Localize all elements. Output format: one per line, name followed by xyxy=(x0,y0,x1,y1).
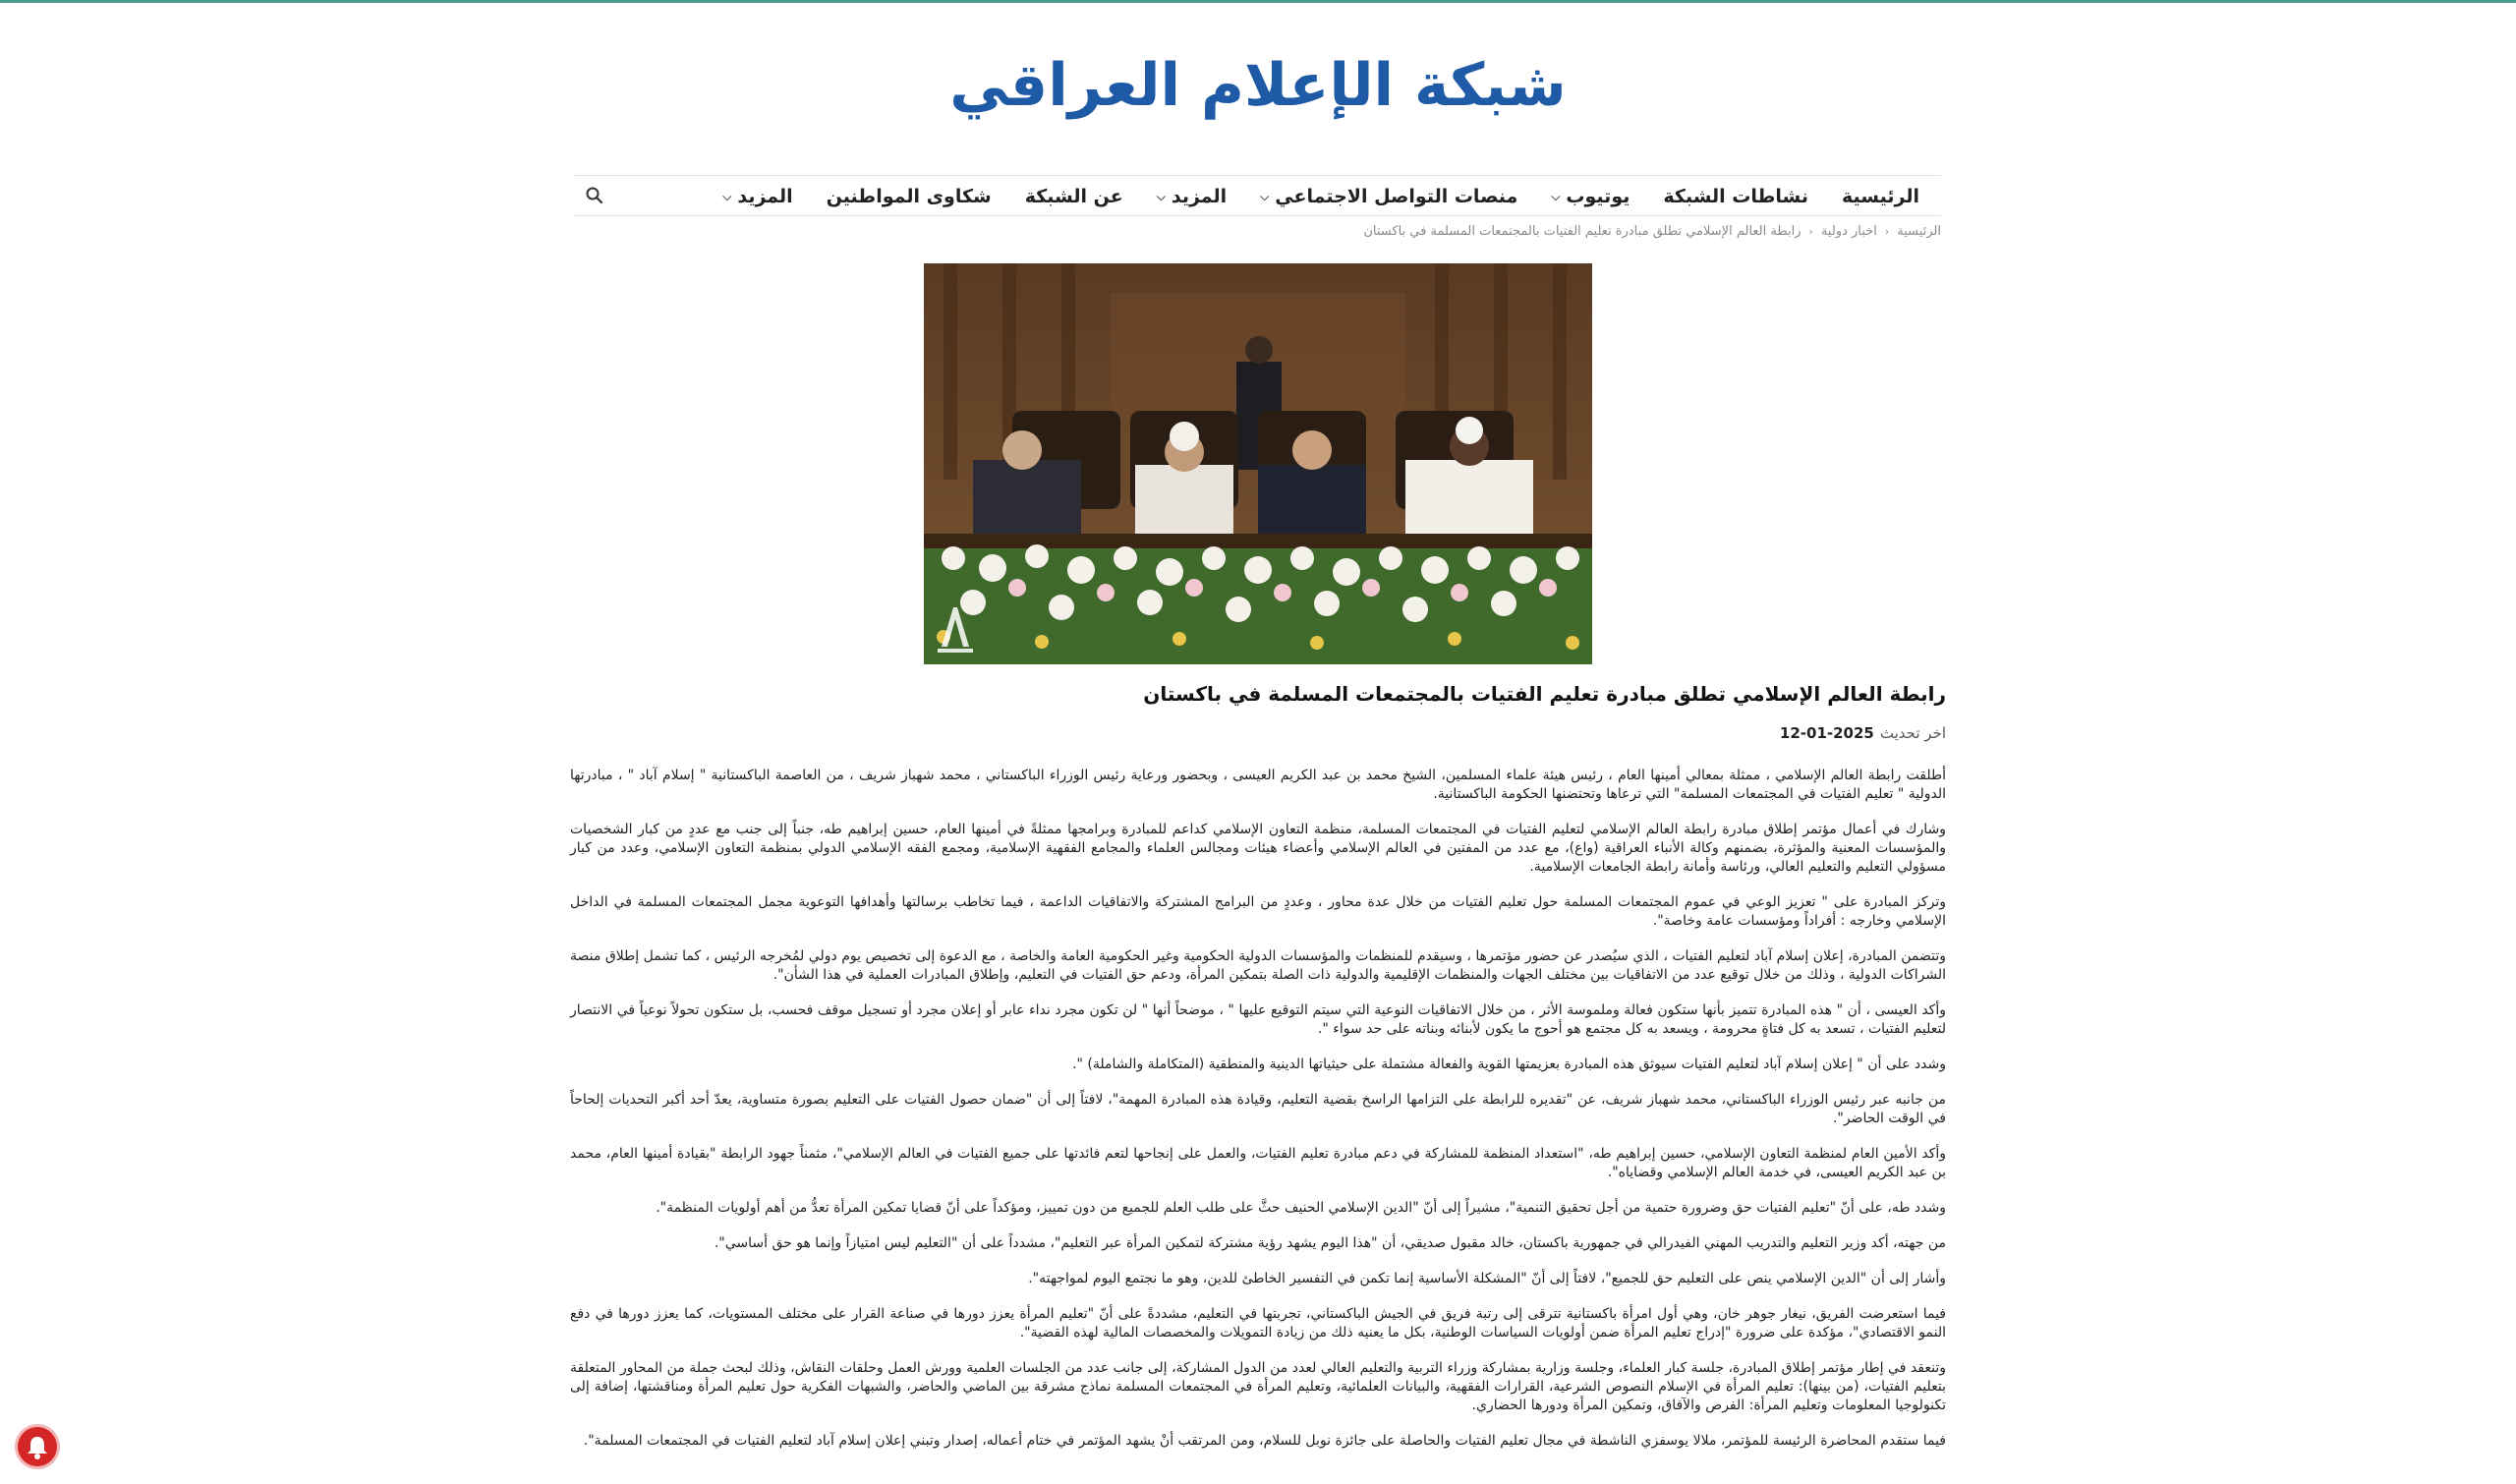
nav-item-more-2[interactable] xyxy=(722,186,792,207)
breadcrumb xyxy=(1363,224,1941,239)
article-paragraph: من جانبه عبر رئيس الوزراء الباكستاني، محمد شهباز شريف، عن "تقديره للرابطة على التزامها الراسخ بقضية التعليم، وقيادة هذه المبادرة المهمة"، لافتاً إلى أن "ضمان حصول الفتيات على التعليم بصورة متساوية، يعدّ أحد أكبر التحديات إلحاحاً في الوقت الحاضر". xyxy=(570,1092,1946,1126)
main-navigation xyxy=(573,175,1941,216)
article-title: رابطة العالم الإسلامي تطلق مبادرة تعليم الفتيات بالمجتمعات المسلمة في باكستان xyxy=(1143,682,1946,706)
article-paragraph: وشدد طه، على أنّ "تعليم الفتيات حق وضرورة حتمية من أجل تحقيق التنمية"، مشيراً إلى أنّ "الدين الإسلامي الحنيف حثَّ على طلب العلم للجميع من دون تمييز، ومؤكداً على أنّ قضايا تمكين المرأة تعدُّ من أهم أولويات المنظمة". xyxy=(656,1200,1946,1216)
nav-item-youtube[interactable] xyxy=(1551,186,1630,207)
site-logo[interactable] xyxy=(0,51,2516,120)
article-paragraph: أطلقت رابطة العالم الإسلامي ، ممثلة بمعالي أمينها العام ، رئيس هيئة علماء المسلمين، الشيخ محمد بن عبد الكريم العيسى ، وبحضور ورعاية رئيس الوزراء الباكستاني ، محمد شهباز شريف ، من العاصمة الباكستانية " إسلام آباد " ، مبادرتها الدولية " تعليم الفتيات في المجتمعات المسلمة" التي ترعاها وتحتضنها الحكومة الباكستانية. xyxy=(570,768,1946,802)
nav-item-label: عن الشبكة xyxy=(1024,186,1123,207)
updated-date: 2025-01-12 xyxy=(1779,724,1874,742)
article-paragraph: من جهته، أكد وزير التعليم والتدريب المهني الفيدرالي في جمهورية باكستان، خالد مقبول صديقي، أن "هذا اليوم يشهد رؤية مشتركة لتمكين المرأة عبر التعليم"، مشدداً على أن "التعليم ليس امتيازاً وإنما هو حق أساسي". xyxy=(714,1235,1946,1251)
nav-item-label: يوتيوب xyxy=(1566,186,1630,207)
chevron-left-icon: ‹ xyxy=(1808,225,1813,238)
nav-item-network-activities[interactable] xyxy=(1663,186,1808,207)
nav-item-label: الرئيسية xyxy=(1842,186,1919,207)
nav-menu xyxy=(722,176,1919,217)
article-paragraph: وأكد الأمين العام لمنظمة التعاون الإسلامي، حسين إبراهيم طه، "استعداد المنظمة للمشاركة في دعم مبادرة تعليم الفتيات، والعمل على إنجاحها لتعم فائدتها على جميع الفتيات في العالم الإسلامي"، مثمناً جهود الرابطة "بقيادة أمينها العام، محمد بن عبد الكريم العيسى، في خدمة العالم الإسلامي وقضاياه". xyxy=(570,1146,1946,1180)
article-paragraph: وشارك في أعمال مؤتمر إطلاق مبادرة رابطة العالم الإسلامي لتعليم الفتيات في المجتمعات المسلمة، منظمة التعاون الإسلامي كداعم للمبادرة وبرامجها ممثلةً في أمينها العام، حسين إبراهيم طه، جنباً إلى جنب مع عددٍ من كبار الشخصيات والمؤسسات المعنية والمؤثرة، بضمنهم وكالة الأنباء العراقية (واع)، مع عدد من المفتين في العالم الإسلامي وأعضاء هيئات ومجالس العلماء والمجامع الفقهية الإسلامية، ومجمع الفقه الإسلامي الدولي بمنظمة التعاون الإسلامي، وعدد من كبار مسؤولي التعليم والتعليم العالي، ورئاسة وأمانة رابطة الجامعات الإسلامية. xyxy=(570,822,1946,875)
chevron-down-icon: ⌵ xyxy=(1156,189,1166,203)
article-paragraph: وشدد على أن " إعلان إسلام آباد لتعليم الفتيات سيوثق هذه المبادرة بعزيمتها القوية والفعالة مشتملة على حيثياتها الدينية والمنطقية (المتكاملة والشاملة) ". xyxy=(1072,1056,1946,1072)
breadcrumb-current: رابطة العالم الإسلامي تطلق مبادرة تعليم الفتيات بالمجتمعات المسلمة في باكستان xyxy=(1363,224,1801,239)
article-paragraph: وتتضمن المبادرة، إعلان إسلام آباد لتعليم الفتيات ، الذي سيُصدر عن حضور مؤتمرها ، وسيقدم للمنظمات والمؤسسات الدولية الحكومية وغير الحكومية العامة والخاصة ، مع الدعوة إلى تخصيص يوم دولي لمُخرجه الرئيس ، كما تشمل إطلاق منصة الشراكات الدولية ، وذلك من خلال توقيع عدد من الاتفاقيات بين مختلف الجهات والمنظمات الإقليمية والدولية ذات الصلة بتمكين المرأة، ودعم حق الفتيات في التعليم، وإطلاق المبادرات العملية في هذا الشأن". xyxy=(570,948,1946,983)
article-paragraph: وتنعقد في إطار مؤتمر إطلاق المبادرة، جلسة كبار العلماء، وجلسة وزارية بمشاركة وزراء التربية والتعليم العالي لعدد من الدول المشاركة، إلى جانب عدد من الجلسات العلمية وورش العمل وحلقات النقاش، وذلك لبحث جملة من المحاور المتعلقة بتعليم الفتيات، (من بينها): تعليم المرأة في الإسلام النصوص الشرعية، القرارات الفقهية، والبيانات العلمائية، وتعليم المرأة في المجتمعات المسلمة نماذج مشرقة بين الماضي والحاضر، والشبهات الفكرية حول تعليم المرأة ومناقشتها، إضافة إلى تكنولوجيا المعلومات وتعليم المرأة: الفرص والآفاق، وتمكين المرأة ودورها الحضاري. xyxy=(570,1360,1946,1413)
article-paragraph: فيما ستقدم المحاضرة الرئيسة للمؤتمر، ملالا يوسفزي الناشطة في مجال تعليم الفتيات والحاصلة على جائزة نوبل للسلام، ومن المرتقب أنْ يشهد المؤتمر في ختام أعماله، إصدار وتبني إعلان إسلام آباد لتعليم الفتيات في المجتمعات المسلمة". xyxy=(583,1433,1946,1449)
chevron-down-icon: ⌵ xyxy=(722,189,732,203)
nav-item-citizen-complaints[interactable] xyxy=(827,186,992,207)
nav-item-label: منصات التواصل الاجتماعي xyxy=(1275,186,1518,207)
article-body xyxy=(570,767,1946,1467)
breadcrumb-section[interactable]: اخبار دولية xyxy=(1820,224,1877,239)
nav-item-home[interactable] xyxy=(1842,186,1919,207)
article-paragraph: وأشار إلى أن "الدين الإسلامي ينص على التعليم حق للجميع"، لافتاً إلى أنّ "المشكلة الأساسية إنما تكمن في التفسير الخاطئ للدين، وهو ما نجتمع اليوم لمواجهته". xyxy=(1028,1271,1946,1286)
chevron-down-icon: ⌵ xyxy=(1260,189,1270,203)
nav-item-about[interactable] xyxy=(1025,186,1123,207)
conference-photo xyxy=(924,263,1592,664)
nav-item-label: المزيد xyxy=(1171,186,1228,207)
search-icon[interactable] xyxy=(585,186,604,205)
article-paragraph: وأكد العيسى ، أن " هذه المبادرة تتميز بأنها ستكون فعالة وملموسة الأثر ، من خلال الاتفاقيات النوعية التي سيتم التوقيع عليها " ، موضحاً أنها " لن تكون مجرد نداء عابر أو إعلان مجرد أو تسجيل موقف فحسب، بل ستكون تحولاً نوعياً في الانتصار لتعليم الفتيات ، تسعد به كل فتاةٍ محرومة ، ويسعد به كل مجتمع هو أحوج ما يكون لأبنائه وبناته على حد سواء ". xyxy=(570,1002,1946,1037)
article-paragraph: وتركز المبادرة على " تعزيز الوعي في عموم المجتمعات المسلمة حول تعليم الفتيات من خلال عدة محاور ، وعددٍ من البرامج المشتركة والاتفاقيات الداعمة ، فيما تخاطب برسالتها وأهدافها التوعوية مجمل المجتمعات المسلمة في الداخل الإسلامي وخارجه : أفراداً ومؤسسات عامة وخاصة". xyxy=(570,894,1946,929)
nav-item-label: نشاطات الشبكة xyxy=(1663,186,1809,207)
nav-item-social-platforms[interactable] xyxy=(1260,186,1517,207)
nav-item-label: المزيد xyxy=(737,186,793,207)
notification-bell-button[interactable] xyxy=(18,1427,57,1466)
article-paragraph: فيما استعرضت الفريق، نيغار جوهر خان، وهي أول امرأة باكستانية تترقى إلى رتبة فريق في الجيش الباكستاني، تجربتها في التعليم، مشددةً على أنّ "تعليم المرأة يعزز دورها في صناعة القرار على مختلف المستويات، كما يعزز دورها في دفع النمو الاقتصادي"، مؤكدة على ضرورة "إدراج تعليم المرأة ضمن أولويات السياسات الوطنية، بكل ما يعنيه ذلك من زيادة التمويلات والمخصصات المالية لهذه القضية". xyxy=(570,1306,1946,1341)
bell-icon xyxy=(18,1427,57,1466)
breadcrumb-home[interactable]: الرئيسية xyxy=(1897,224,1941,239)
updated-label: اخر تحديث xyxy=(1879,724,1946,742)
article-hero-image xyxy=(924,263,1592,664)
nav-item-label: شكاوى المواطنين xyxy=(826,186,992,207)
chevron-down-icon: ⌵ xyxy=(1551,189,1561,203)
chevron-left-icon: ‹ xyxy=(1884,225,1890,238)
top-accent-line xyxy=(0,0,2516,3)
article-updated xyxy=(1780,724,1946,742)
site-logo-text[interactable]: شبكة الإعلام العراقي xyxy=(949,51,1567,120)
nav-item-more-1[interactable] xyxy=(1157,186,1227,207)
